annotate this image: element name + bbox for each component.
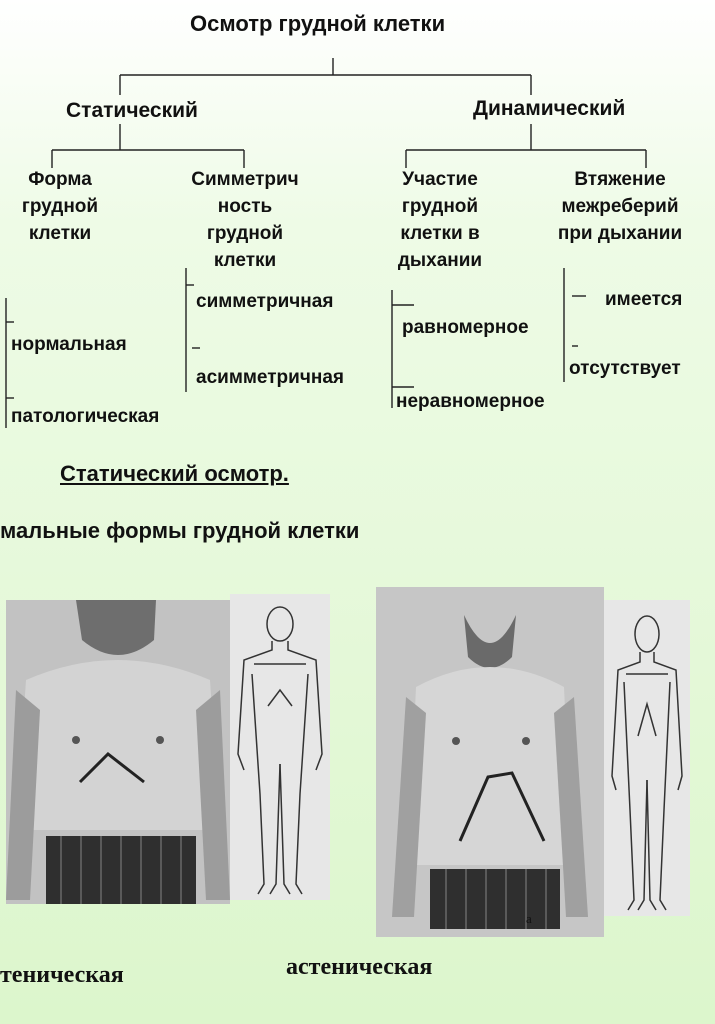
category-participation-line: дыхании	[397, 250, 483, 271]
option-nonuniform: неравномерное	[396, 391, 545, 412]
body-outline-drawing-left	[230, 594, 330, 900]
category-symmetry-line: клетки	[213, 250, 277, 271]
category-shape-line: клетки	[28, 223, 92, 244]
category-participation-line: Участие	[402, 169, 478, 190]
option-symmetric: симметричная	[196, 291, 334, 312]
option-uniform: равномерное	[402, 317, 529, 338]
category-participation-line: клетки в	[400, 223, 480, 244]
category-symmetry-line: Симметрич	[191, 169, 299, 190]
caption-right: астеническая	[286, 954, 433, 980]
category-shape-line: грудной	[21, 196, 99, 217]
category-participation	[380, 166, 500, 274]
option-absent: отсутствует	[569, 358, 681, 379]
caption-left: теническая	[0, 962, 124, 988]
body-outline-drawing-right	[604, 600, 690, 916]
chest-photo-left	[6, 600, 230, 904]
category-participation-line: грудной	[401, 196, 479, 217]
chest-photo-right	[376, 587, 604, 937]
option-pathological: патологическая	[11, 406, 160, 427]
category-symmetry-line: ность	[217, 196, 273, 217]
category-symmetry	[180, 166, 310, 274]
category-retraction	[540, 166, 700, 247]
diagram-title: Осмотр грудной клетки	[190, 11, 446, 36]
body-sketch-left	[230, 594, 330, 900]
photo-mark: a	[526, 911, 532, 926]
section-subheading: мальные формы грудной клетки	[0, 518, 360, 543]
category-retraction-line: Втяжение	[574, 169, 666, 190]
section-heading: Статический осмотр.	[60, 461, 289, 486]
option-normal: нормальная	[11, 334, 127, 355]
body-sketch-right	[604, 600, 690, 916]
category-shape-line: Форма	[28, 169, 92, 190]
option-asymmetric: асимметричная	[196, 367, 344, 388]
category-retraction-line: межреберий	[561, 196, 679, 217]
option-present: имеется	[605, 289, 683, 310]
torso-photo-drawing-left	[6, 600, 230, 904]
branch-dynamic: Динамический	[473, 97, 626, 120]
category-retraction-line: при дыхании	[557, 223, 683, 244]
branch-static: Статический	[66, 99, 198, 122]
category-shape	[4, 166, 116, 247]
torso-photo-drawing-right	[376, 587, 604, 937]
category-symmetry-line: грудной	[206, 223, 284, 244]
